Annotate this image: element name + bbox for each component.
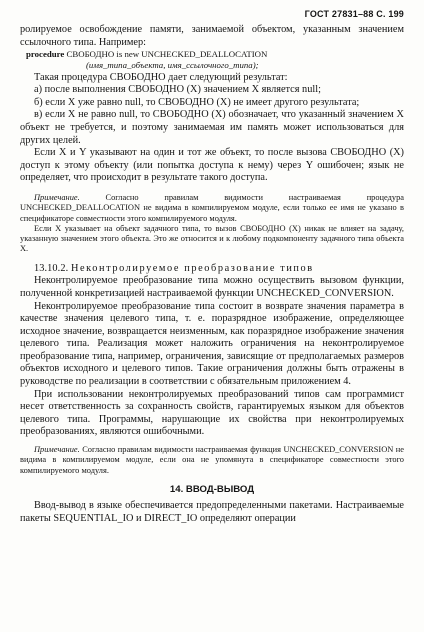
list-item-b: б) если X уже равно null, то СВОБОДНО (X) не имеет другого результата; — [34, 96, 360, 108]
code-line — [26, 49, 404, 60]
paragraph: Если X и Y указывают на один и тот же объект, то после вызова СВОБОДНО (X) доступ к этому объекту (или попытка доступа к нему) через Y ошибочен; язык не определяет, что происходит в результате такого доступа. — [20, 147, 404, 184]
section-title: Неконтролируемое преобразование типов — [70, 262, 314, 274]
note-text: Согласно правилам видимости настраиваемая процедура UNCHECKED_DEALLOCATION не видима в компилируемом модуле, если только ее имя не указано в спецификаторе совместности этого компилируемого модуля. — [20, 192, 404, 223]
paragraph: Ввод-вывод в языке обеспечивается предопределенными пакетами. Настраиваемые пакеты SEQUENTIAL_IO и DIRECT_IO определяют операции — [20, 499, 404, 524]
note — [20, 445, 404, 476]
chapter-heading: 14. ВВОД-ВЫВОД — [169, 483, 255, 495]
note-text: Согласно правилам видимости настраиваемая функция UNCHECKED_CONVERSION не видима в компилируемом модуле, если она не упомянута в спецификаторе совместности этого компилируемого модуля. — [20, 445, 404, 475]
paragraph: Неконтролируемое преобразование типа можно осуществить вызовом функции, полученной конкретизацией настраиваемой функции UNCHECKED_CONVERSION. — [20, 275, 404, 299]
code-text: СВОБОДНО is new UNCHECKED_DEALLOCATION — [64, 49, 268, 60]
note-label: Примечание. — [34, 192, 80, 202]
list-item-v: в) если X не равно null, то СВОБОДНО (X) обозначает, что указанный значением X объект не требуется, и поэтому занимаемая им память может использоваться для других целей. — [20, 109, 404, 146]
note: Если X указывает на объект задачного типа, то вызов СВОБОДНО (X) никак не влияет на задачу, указанную значением этого объекта. Это же относится и к любому подкомпоненту задачного типа объекта X. — [20, 223, 404, 254]
section-number: 13.10.2. — [34, 262, 71, 274]
paragraph: При использовании неконтролируемых преобразований типов сам программист несет ответственность за сохранность свойств, гарантируемых языком для объектов целевого типа. Программы, нарушающие их свойства при неконтролируемых преобразованиях, являются ошибочными. — [20, 388, 404, 438]
paragraph: Такая процедура СВОБОДНО дает следующий результат: — [34, 71, 288, 83]
page-body — [20, 24, 404, 525]
paragraph: Неконтролируемое преобразование типа состоит в возврате значения параметра в качестве значения целевого типа, т. е. поразрядное изображение, определяющее исходное значение, возвращается неизменным, как поразрядное изображение значения целевого типа. Реализация может наложить ограничения на неконтролируемое преобразование типа, например, ограничения, зависящие от предполагаемых размеров объектов исходного и целевого типов. Такие ограничения должны быть отражены в руководстве по реализации в соответствии с обязательным приложением 4. — [20, 300, 404, 388]
code-line — [86, 60, 404, 71]
code-args: (имя_типа_объекта, имя_ссылочного_типа); — [86, 60, 259, 71]
list-item-a: а) после выполнения СВОБОДНО (X) значением X является null; — [34, 84, 321, 96]
note-label: Примечание. — [34, 445, 80, 455]
running-header: ГОСТ 27831–88 С. 199 — [304, 9, 404, 19]
note — [20, 193, 404, 224]
paragraph: ролируемое освобождение памяти, занимаемой объектом, указанным значением ссылочного типа. Например: — [20, 24, 404, 48]
code-keyword: procedure — [26, 49, 65, 60]
section-heading — [20, 263, 404, 276]
